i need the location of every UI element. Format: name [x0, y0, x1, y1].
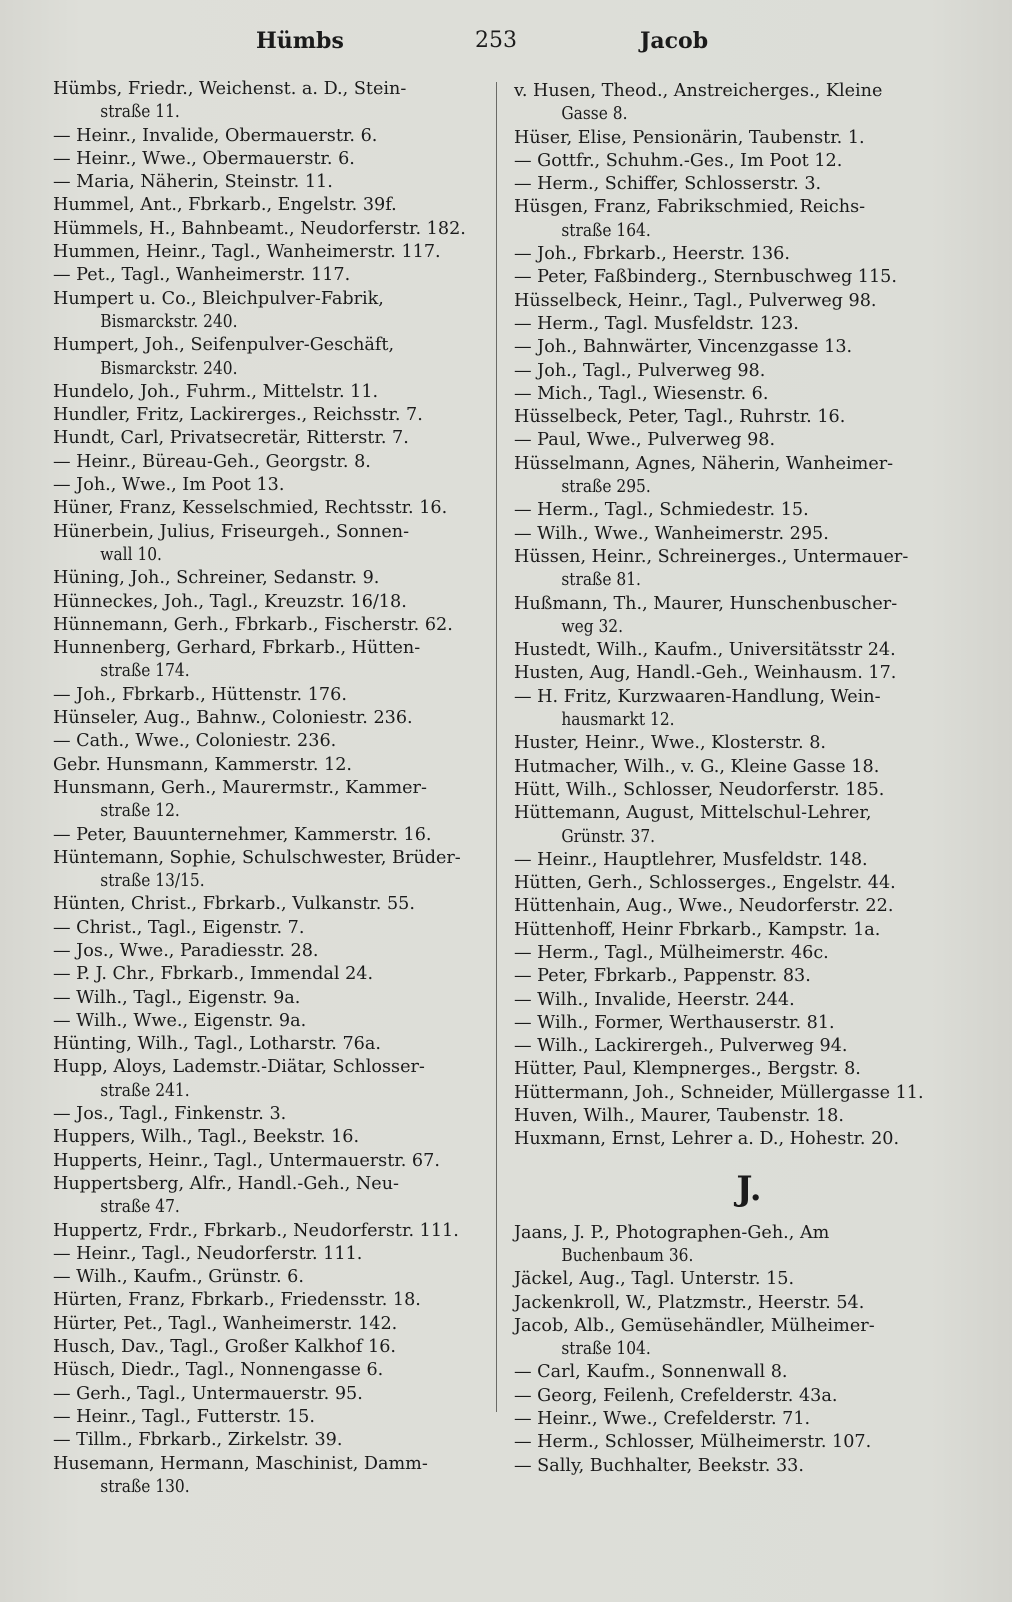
entry-line: — Peter, Fbrkarb., Pappenstr. 83. [514, 966, 811, 987]
right-column [514, 80, 954, 1478]
entry-line: — Joh., Bahnwärter, Vincenzgasse 13. [514, 337, 853, 358]
directory-entry [53, 1266, 490, 1289]
directory-entry [514, 150, 954, 173]
directory-entry [53, 917, 490, 940]
directory-entry [514, 243, 954, 266]
entry-continuation: Buchenbaum 36. [561, 1245, 694, 1266]
entry-line: Hünerbein, Julius, Friseurgeh., Sonnen- [53, 521, 410, 542]
entry-line: — Heinr., Wwe., Obermauerstr. 6. [53, 148, 355, 169]
directory-entry [514, 1315, 954, 1362]
entry-line: Hüsselmann, Agnes, Näherin, Wanheimer- [514, 453, 894, 474]
directory-entry [514, 499, 954, 522]
entry-line: — Pet., Tagl., Wanheimerstr. 117. [53, 265, 351, 286]
directory-entry [514, 1455, 954, 1478]
entry-line: Jäckel, Aug., Tagl. Unterstr. 15. [514, 1269, 795, 1290]
entry-line: — Joh., Tagl., Pulverweg 98. [514, 360, 766, 381]
entry-line: — Wilh., Kaufm., Grünstr. 6. [53, 1267, 304, 1288]
entry-line: Hundler, Fritz, Lackirerges., Reichsstr. 7. [53, 405, 423, 426]
entry-line: — Gerh., Tagl., Untermauerstr. 95. [53, 1383, 363, 1404]
directory-entry [53, 940, 490, 963]
directory-entry [53, 451, 490, 474]
directory-entry [514, 1292, 954, 1315]
right-column-h-entries [514, 80, 954, 1152]
directory-entry [514, 546, 954, 593]
entry-line: — Jos., Wwe., Paradiesstr. 28. [53, 940, 319, 961]
directory-entry [514, 1012, 954, 1035]
directory-entry [53, 171, 490, 194]
entry-continuation: Bismarckstr. 240. [100, 358, 238, 379]
directory-entry [514, 360, 954, 383]
entry-continuation: straße 13/15. [100, 871, 205, 892]
entry-line: Jackenkroll, W., Platzmstr., Heerstr. 54. [514, 1292, 865, 1313]
entry-line: Hüser, Elise, Pensionärin, Taubenstr. 1. [514, 127, 865, 148]
entry-line: Hünting, Wilh., Tagl., Lotharstr. 76a. [53, 1034, 381, 1055]
entry-line: Jacob, Alb., Gemüsehändler, Mülheimer- [514, 1315, 875, 1336]
directory-entry [514, 173, 954, 196]
directory-entry [53, 288, 490, 335]
entry-line: — Christ., Tagl., Eigenstr. 7. [53, 917, 305, 938]
directory-entry [514, 1082, 954, 1105]
directory-entry [53, 847, 490, 894]
entry-line: Hürten, Franz, Fbrkarb., Friedensstr. 18. [53, 1290, 421, 1311]
directory-entry [514, 593, 954, 640]
entry-continuation: straße 174. [100, 661, 190, 682]
directory-entry [514, 872, 954, 895]
directory-entry [53, 1010, 490, 1033]
directory-entry [514, 1408, 954, 1431]
entry-line: — Carl, Kaufm., Sonnenwall 8. [514, 1362, 788, 1383]
directory-entry [514, 1268, 954, 1291]
directory-entry [514, 1058, 954, 1081]
entry-continuation: Grünstr. 37. [561, 826, 656, 847]
entry-line: Hüttenhain, Aug., Wwe., Neudorferstr. 22. [514, 896, 894, 917]
directory-entry [514, 779, 954, 802]
entry-line: Hümmels, H., Bahnbeamt., Neudorferstr. 182. [53, 218, 466, 239]
directory-entry [514, 1128, 954, 1151]
directory-entry [514, 523, 954, 546]
entry-line: — Wilh., Wwe., Eigenstr. 9a. [53, 1010, 307, 1031]
directory-entry [514, 313, 954, 336]
directory-entry [514, 1105, 954, 1128]
entry-line: — Wilh., Invalide, Heerstr. 244. [514, 989, 795, 1010]
entry-continuation: straße 11. [100, 102, 180, 123]
entry-line: — Cath., Wwe., Coloniestr. 236. [53, 731, 337, 752]
directory-entry [53, 1243, 490, 1266]
entry-line: Gebr. Hunsmann, Kammerstr. 12. [53, 754, 353, 775]
entry-line: — Paul, Wwe., Pulverweg 98. [514, 430, 776, 451]
entry-line: Hütter, Paul, Klempnerges., Bergstr. 8. [514, 1059, 861, 1080]
directory-entry [53, 474, 490, 497]
entry-continuation: straße 47. [100, 1197, 180, 1218]
directory-entry [53, 963, 490, 986]
section-letter: J. [736, 1168, 762, 1209]
directory-entry [53, 1056, 490, 1103]
entry-line: — Georg, Feilenh, Crefelderstr. 43a. [514, 1385, 838, 1406]
entry-line: Humpert, Joh., Seifenpulver-Geschäft, [53, 335, 395, 356]
left-column [53, 78, 490, 1499]
directory-entry [514, 942, 954, 965]
entry-line: — Tillm., Fbrkarb., Zirkelstr. 39. [53, 1430, 343, 1451]
entry-line: — Heinr., Tagl., Neudorferstr. 111. [53, 1243, 363, 1264]
directory-entry [514, 406, 954, 429]
entry-line: — Wilh., Lackirergeh., Pulverweg 94. [514, 1036, 848, 1057]
entry-line: Hütten, Gerh., Schlosserges., Engelstr. 44. [514, 873, 896, 894]
column-divider [496, 82, 497, 1412]
directory-entry [53, 824, 490, 847]
right-column-j-entries [514, 1222, 954, 1478]
entry-continuation: straße 104. [561, 1339, 651, 1360]
directory-entry [514, 1385, 954, 1408]
directory-entry [53, 754, 490, 777]
entry-line: Jaans, J. P., Photographen-Geh., Am [514, 1222, 830, 1243]
entry-continuation: wall 10. [100, 544, 162, 565]
entry-line: Humpert u. Co., Bleichpulver-Fabrik, [53, 288, 384, 309]
directory-entry [53, 1220, 490, 1243]
entry-line: Hüner, Franz, Kesselschmied, Rechtsstr. 16. [53, 498, 448, 519]
entry-line: — P. J. Chr., Fbrkarb., Immendal 24. [53, 964, 374, 985]
entry-line: Hundelo, Joh., Fuhrm., Mittelstr. 11. [53, 381, 379, 402]
directory-entry [514, 849, 954, 872]
entry-line: Hupperts, Heinr., Tagl., Untermauerstr. 67. [53, 1150, 440, 1171]
entry-line: Hummel, Ant., Fbrkarb., Engelstr. 39f. [53, 195, 397, 216]
entry-line: Husemann, Hermann, Maschinist, Damm- [53, 1453, 428, 1474]
directory-entry [53, 1359, 490, 1382]
directory-entry [53, 148, 490, 171]
entry-line: Hüntemann, Sophie, Schulschwester, Brüder- [53, 847, 461, 868]
directory-entry [53, 1429, 490, 1452]
directory-entry [514, 429, 954, 452]
entry-line: — H. Fritz, Kurzwaaren-Handlung, Wein- [514, 686, 881, 707]
entry-line: — Joh., Fbrkarb., Hüttenstr. 176. [53, 684, 347, 705]
directory-entry [53, 1313, 490, 1336]
entry-line: — Herm., Tagl., Schmiedestr. 15. [514, 500, 809, 521]
entry-line: Hünnemann, Gerh., Fbrkarb., Fischerstr. 62. [53, 614, 453, 635]
directory-entry [514, 1361, 954, 1384]
directory-entry [514, 127, 954, 150]
entry-line: — Mich., Tagl., Wiesenstr. 6. [514, 383, 769, 404]
entry-line: Hüssen, Heinr., Schreinerges., Untermauer- [514, 546, 909, 567]
directory-entry [53, 591, 490, 614]
entry-line: — Wilh., Former, Werthauserstr. 81. [514, 1012, 835, 1033]
entry-line: — Peter, Faßbinderg., Sternbuschweg 115. [514, 267, 897, 288]
directory-entry [53, 404, 490, 427]
directory-entry [514, 266, 954, 289]
entry-continuation: straße 164. [561, 220, 651, 241]
entry-line: — Herm., Tagl., Mülheimerstr. 46c. [514, 942, 829, 963]
directory-entry [53, 264, 490, 287]
entry-continuation: straße 241. [100, 1080, 190, 1101]
entry-continuation: straße 295. [561, 477, 651, 498]
directory-entry [514, 290, 954, 313]
entry-line: Hünten, Christ., Fbrkarb., Vulkanstr. 55. [53, 894, 415, 915]
directory-entry [53, 78, 490, 125]
entry-line: Hüning, Joh., Schreiner, Sedanstr. 9. [53, 568, 380, 589]
entry-line: — Heinr., Invalide, Obermauerstr. 6. [53, 125, 378, 146]
entry-line: — Heinr., Tagl., Futterstr. 15. [53, 1406, 315, 1427]
entry-line: — Peter, Bauunternehmer, Kammerstr. 16. [53, 824, 432, 845]
entry-continuation: Gasse 8. [561, 104, 628, 125]
entry-continuation: weg 32. [561, 616, 624, 637]
directory-entry [514, 1035, 954, 1058]
entry-line: — Heinr., Büreau-Geh., Georgstr. 8. [53, 451, 371, 472]
directory-entry [53, 1289, 490, 1312]
entry-line: Hüsselbeck, Heinr., Tagl., Pulverweg 98. [514, 290, 877, 311]
header-right-keyword: Jacob [640, 28, 709, 54]
entry-line: — Maria, Näherin, Steinstr. 11. [53, 172, 333, 193]
entry-line: Hüsch, Diedr., Tagl., Nonnengasse 6. [53, 1360, 384, 1381]
page-number: 253 [475, 28, 517, 53]
entry-line: Hümbs, Friedr., Weichenst. a. D., Stein- [53, 79, 407, 99]
entry-line: Hunsmann, Gerh., Maurermstr., Kammer- [53, 777, 427, 798]
directory-entry [514, 662, 954, 685]
entry-line: — Wilh., Tagl., Eigenstr. 9a. [53, 987, 301, 1008]
directory-entry [53, 1150, 490, 1173]
header-left-keyword: Hümbs [256, 28, 344, 54]
directory-entry [53, 1173, 490, 1220]
entry-line: — Herm., Schlosser, Mülheimerstr. 107. [514, 1432, 872, 1453]
directory-entry [53, 497, 490, 520]
page-header [50, 28, 962, 62]
directory-entry [514, 336, 954, 359]
directory-entry [514, 919, 954, 942]
entry-line: — Gottfr., Schuhm.-Ges., Im Poot 12. [514, 150, 843, 171]
directory-entry [53, 730, 490, 753]
entry-line: Hüsselbeck, Peter, Tagl., Ruhrstr. 16. [514, 407, 846, 428]
entry-line: — Heinr., Hauptlehrer, Musfeldstr. 148. [514, 849, 868, 870]
entry-line: Hürter, Pet., Tagl., Wanheimerstr. 142. [53, 1313, 398, 1334]
entry-line: Huppers, Wilh., Tagl., Beekstr. 16. [53, 1127, 360, 1148]
entry-line: Hünneckes, Joh., Tagl., Kreuzstr. 16/18. [53, 591, 407, 612]
entry-line: Hutmacher, Wilh., v. G., Kleine Gasse 18. [514, 756, 880, 777]
entry-line: Hundt, Carl, Privatsecretär, Ritterstr. 7. [53, 428, 409, 449]
entry-line: — Joh., Fbrkarb., Heerstr. 136. [514, 244, 790, 265]
entry-line: — Herm., Schiffer, Schlosserstr. 3. [514, 174, 822, 195]
entry-continuation: straße 12. [100, 801, 180, 822]
directory-entry [514, 989, 954, 1012]
directory-entry [53, 194, 490, 217]
entry-line: — Heinr., Wwe., Crefelderstr. 71. [514, 1409, 811, 1430]
entry-line: Huppertz, Frdr., Fbrkarb., Neudorferstr. 111. [53, 1220, 459, 1241]
entry-line: Hunnenberg, Gerhard, Fbrkarb., Hütten- [53, 638, 421, 659]
directory-entry [53, 567, 490, 590]
directory-entry [53, 521, 490, 568]
directory-entry [514, 756, 954, 779]
directory-entry [514, 383, 954, 406]
entry-continuation: hausmarkt 12. [561, 710, 675, 731]
directory-entry [53, 777, 490, 824]
directory-entry [53, 614, 490, 637]
entry-line: — Wilh., Wwe., Wanheimerstr. 295. [514, 523, 829, 544]
entry-line: Hupp, Aloys, Lademstr.-Diätar, Schlosser- [53, 1057, 425, 1078]
directory-entry [53, 1453, 490, 1500]
directory-entry [514, 895, 954, 918]
directory-entry [53, 241, 490, 264]
directory-entry [53, 1126, 490, 1149]
directory-entry [514, 965, 954, 988]
directory-entry [53, 707, 490, 730]
directory-entry [514, 686, 954, 733]
entry-line: — Joh., Wwe., Im Poot 13. [53, 475, 285, 496]
directory-entry [53, 218, 490, 241]
entry-line: — Herm., Tagl. Musfeldstr. 123. [514, 313, 799, 334]
entry-line: Hüttenhoff, Heinr Fbrkarb., Kampstr. 1a. [514, 919, 881, 940]
entry-line: Hummen, Heinr., Tagl., Wanheimerstr. 117. [53, 242, 441, 263]
directory-entry [53, 1406, 490, 1429]
directory-entry [53, 684, 490, 707]
directory-entry [514, 80, 954, 127]
entry-line: Hüttemann, August, Mittelschul-Lehrer, [514, 803, 872, 824]
directory-entry [514, 1431, 954, 1454]
directory-entry [53, 1103, 490, 1126]
entry-line: — Jos., Tagl., Finkenstr. 3. [53, 1104, 287, 1125]
directory-entry [53, 1336, 490, 1359]
directory-entry [514, 453, 954, 500]
directory-entry [514, 802, 954, 849]
directory-entry [53, 381, 490, 404]
entry-line: Hünseler, Aug., Bahnw., Coloniestr. 236. [53, 708, 413, 729]
directory-entry [53, 1033, 490, 1056]
entry-line: Hustedt, Wilh., Kaufm., Universitätsstr 24. [514, 640, 896, 661]
entry-line: Husch, Dav., Tagl., Großer Kalkhof 16. [53, 1337, 396, 1358]
directory-entry [514, 196, 954, 243]
directory-entry [514, 639, 954, 662]
entry-line: Hüsgen, Franz, Fabrikschmied, Reichs- [514, 197, 866, 218]
entry-continuation: Bismarckstr. 240. [100, 311, 238, 332]
directory-entry [53, 1383, 490, 1406]
directory-entry [53, 637, 490, 684]
directory-entry [53, 125, 490, 148]
directory-entry [53, 987, 490, 1010]
entry-line: Hußmann, Th., Maurer, Hunschenbuscher- [514, 593, 898, 614]
directory-entry [514, 732, 954, 755]
entry-line: Husten, Aug, Handl.-Geh., Weinhausm. 17. [514, 663, 897, 684]
entry-line: Hüttermann, Joh., Schneider, Müllergasse 11. [514, 1082, 924, 1103]
entry-line: v. Husen, Theod., Anstreicherges., Kleine [514, 81, 883, 101]
directory-entry [53, 334, 490, 381]
entry-line: Huster, Heinr., Wwe., Klosterstr. 8. [514, 733, 826, 754]
entry-continuation: straße 130. [100, 1476, 190, 1497]
entry-line: Huven, Wilh., Maurer, Taubenstr. 18. [514, 1106, 844, 1127]
entry-line: Huppertsberg, Alfr., Handl.-Geh., Neu- [53, 1173, 399, 1194]
entry-line: — Sally, Buchhalter, Beekstr. 33. [514, 1455, 804, 1476]
directory-entry [514, 1222, 954, 1269]
directory-entry [53, 893, 490, 916]
entry-line: Hütt, Wilh., Schlosser, Neudorferstr. 185. [514, 779, 885, 800]
entry-continuation: straße 81. [561, 570, 641, 591]
entry-line: Huxmann, Ernst, Lehrer a. D., Hohestr. 20. [514, 1129, 900, 1150]
directory-entry [53, 427, 490, 450]
